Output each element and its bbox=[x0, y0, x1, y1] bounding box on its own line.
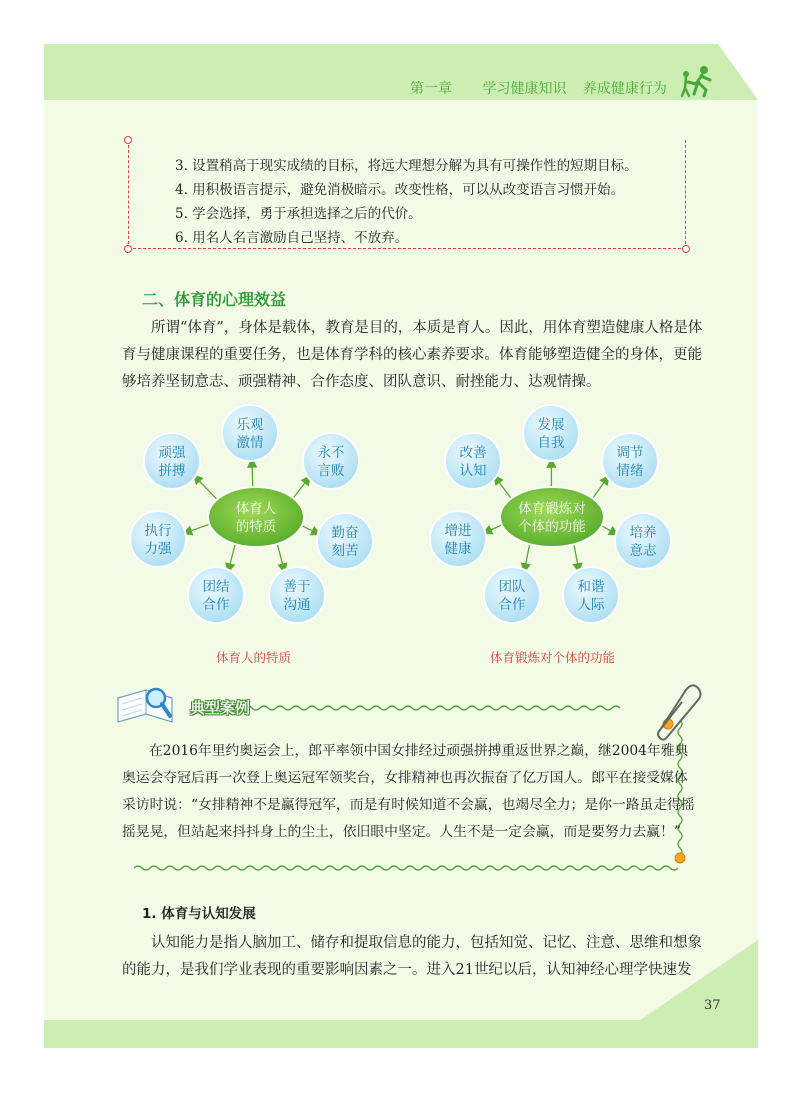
diagram-arrow bbox=[524, 542, 530, 571]
diagram-center bbox=[208, 487, 304, 547]
diagram-node bbox=[222, 405, 278, 461]
diagram-node-label: 发展 bbox=[537, 417, 565, 433]
paperclip-icon bbox=[658, 685, 701, 739]
diagram-right-caption: 体育锻炼对个体的功能 bbox=[490, 650, 616, 665]
section-title: 二、体育的心理效益 bbox=[142, 290, 287, 309]
diagram-node-label: 人际 bbox=[577, 597, 605, 613]
tip-item: 3. 设置稍高于现实成绩的目标，将远大理想分解为具有可操作性的短期目标。 bbox=[175, 158, 638, 174]
diagram-node-label: 永不 bbox=[317, 445, 345, 461]
diagram-node-label: 乐观 bbox=[236, 417, 264, 433]
diagram-node bbox=[144, 433, 200, 489]
diagram-center bbox=[500, 487, 604, 547]
case-paragraph: 在2016年里约奥运会上，郎平率领中国女排经过顽强拼搏重返世界之巅，继2004年雅典奥运会夺冠后再一次登上奥运冠军领奖台，女排精神也再次振奋了亿万国人。郎平在接受媒体采访时说：“女排精神不是赢得冠军，而是有时候知道不会赢，也竭尽全力；是你一路虽走得摇摇晃晃，但站起来抖抖身上的尘土，依旧眼中坚定。人生不是一定会赢，而是要努力去赢！” bbox=[122, 743, 695, 840]
diagram-node bbox=[430, 511, 486, 567]
case-title: 典型案例 bbox=[190, 699, 251, 717]
diagram-node-label: 健康 bbox=[444, 541, 472, 557]
tip-item: 4. 用积极语言提示，避免消极暗示。改变性格，可以从改变语言习惯开始。 bbox=[175, 182, 625, 198]
subsection-paragraph: 认知能力是指人脑加工、储存和提取信息的能力，包括知觉、记忆、注意、思维和想象的能力，是我们学业表现的重要影响因素之一。进入21世纪以后，认知神经心理学快速发 bbox=[122, 935, 702, 978]
tips-box bbox=[128, 140, 686, 249]
diagram-arrow bbox=[228, 542, 236, 571]
diagram-node-label: 自我 bbox=[537, 435, 565, 451]
subsection-title: 1. 体育与认知发展 bbox=[142, 906, 256, 922]
diagram-left-caption: 体育人的特质 bbox=[216, 650, 292, 665]
diagram-node-label: 和谐 bbox=[577, 579, 605, 595]
diagram-node-label: 认知 bbox=[459, 463, 487, 479]
diagram-center-label: 的特质 bbox=[235, 519, 277, 535]
diagram-node-label: 言败 bbox=[317, 463, 345, 479]
chapter-title: 学习健康知识 bbox=[482, 81, 567, 97]
footer-band bbox=[44, 1020, 758, 1048]
diagram-node-label: 意志 bbox=[629, 543, 657, 559]
diagram-node-label: 情绪 bbox=[616, 463, 644, 479]
diagram-arrow bbox=[194, 476, 219, 502]
diagram-node bbox=[269, 567, 325, 623]
diagram-node-label: 调节 bbox=[616, 445, 644, 461]
diagram-traits bbox=[130, 405, 373, 623]
diagram-node bbox=[130, 511, 186, 567]
diagram-node-label: 顽强 bbox=[158, 445, 186, 461]
diagram-node-label: 培养 bbox=[629, 525, 657, 541]
diagram-node-label: 善于 bbox=[283, 579, 311, 595]
diagram-node-label: 刻苦 bbox=[331, 543, 359, 559]
diagram-node bbox=[303, 433, 359, 489]
runner-icon bbox=[680, 64, 720, 98]
running-header bbox=[410, 78, 693, 98]
tips-list bbox=[175, 154, 638, 250]
diagram-node bbox=[445, 433, 501, 489]
chapter-label: 第一章 bbox=[410, 81, 452, 97]
page-number: 37 bbox=[704, 998, 721, 1013]
chapter-subtitle: 养成健康行为 bbox=[582, 81, 667, 97]
diagram-functions bbox=[430, 405, 671, 623]
diagram-node-label: 力强 bbox=[144, 541, 172, 557]
diagram-node-label: 合作 bbox=[498, 597, 526, 613]
diagrams bbox=[0, 395, 800, 695]
diagram-node-label: 勤奋 bbox=[331, 525, 359, 541]
diagram-node-label: 执行 bbox=[144, 523, 172, 539]
diagram-arrow bbox=[495, 477, 513, 501]
corner-decoration bbox=[640, 940, 758, 1020]
diagram-node-label: 沟通 bbox=[283, 597, 311, 613]
diagram-center-label: 体育锻炼对 bbox=[518, 501, 586, 517]
diagram-arrow bbox=[291, 477, 309, 500]
diagram-node-label: 团队 bbox=[498, 579, 526, 595]
diagram-node-label: 增进 bbox=[444, 523, 472, 539]
diagram-node bbox=[523, 405, 579, 461]
diagram-node-label: 拼搏 bbox=[158, 463, 186, 479]
diagram-node-label: 合作 bbox=[202, 597, 230, 613]
diagram-node-label: 激情 bbox=[236, 435, 264, 451]
diagram-node bbox=[615, 513, 671, 569]
diagram-arrow bbox=[277, 541, 285, 571]
diagram-center-label: 体育人 bbox=[235, 501, 277, 517]
diagram-arrow bbox=[573, 542, 579, 571]
section-paragraph: 所谓“体育”，身体是载体，教育是目的，本质是育人。因此，用体育塑造健康人格是体育与健康课程的重要任务，也是体育学科的核心素养要求。体育能够塑造健全的身体，更能够培养坚韧意志、顽强精神、合作态度、团队意识、耐挫能力、达观情操。 bbox=[122, 320, 703, 390]
diagram-node-label: 改善 bbox=[459, 445, 487, 461]
diagram-node bbox=[484, 567, 540, 623]
diagram-center-label: 个体的功能 bbox=[518, 519, 586, 535]
diagram-node bbox=[602, 433, 658, 489]
diagram-node-label: 团结 bbox=[202, 579, 230, 595]
diagram-node bbox=[563, 567, 619, 623]
diagram-node bbox=[317, 513, 373, 569]
magnifier-book-icon bbox=[112, 682, 184, 728]
tip-item: 6. 用名人名言激励自己坚持、不放弃。 bbox=[175, 230, 409, 246]
diagram-arrow bbox=[591, 477, 608, 501]
tip-item: 5. 学会选择，勇于承担选择之后的代价。 bbox=[175, 206, 422, 222]
diagram-node bbox=[188, 567, 244, 623]
diagram-arrow bbox=[252, 460, 253, 490]
